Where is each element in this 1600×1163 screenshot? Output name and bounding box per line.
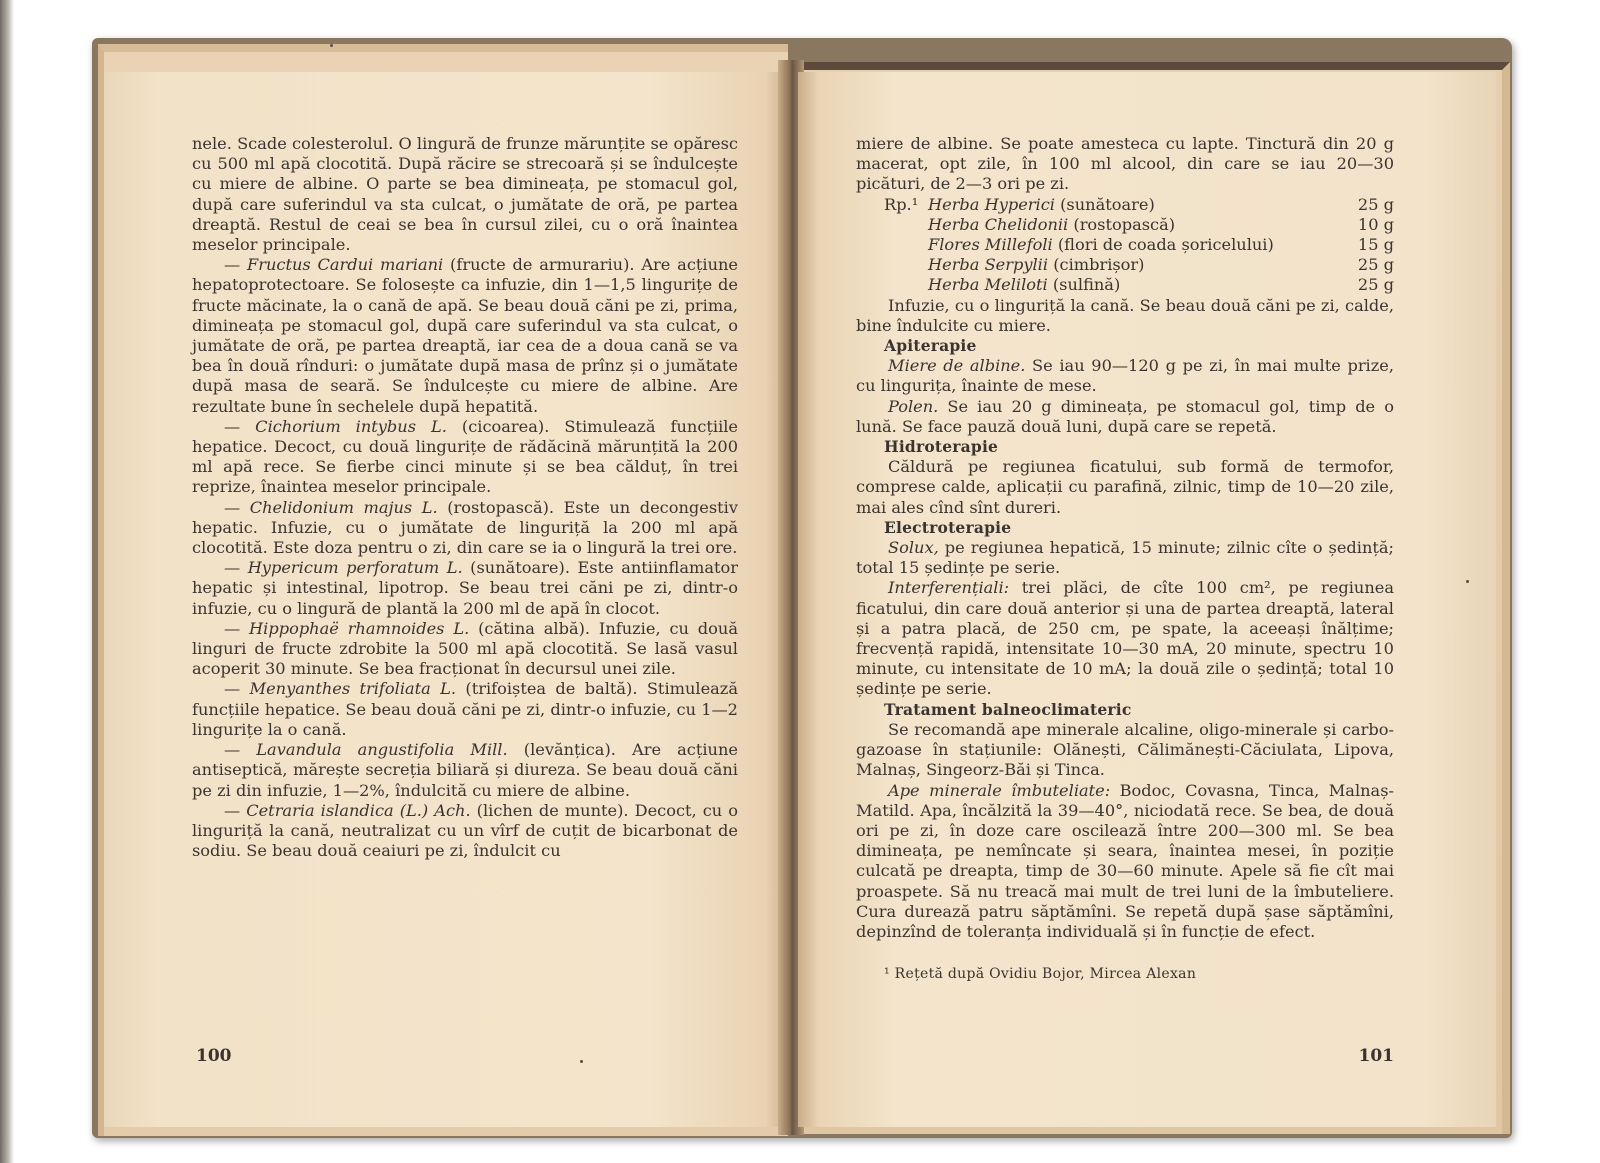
herb-common: (sulfină) — [1047, 275, 1121, 295]
plant-entry — [192, 619, 738, 680]
plant-entry — [192, 417, 738, 498]
plant-text: (sunătoare). Este antiinflamator hepatic și intestinal, lipotrop. Se beau trei căni pe zi, dintr-o infuzie, cu o lingură de plantă la 200 ml de apă în clocot. — [192, 558, 738, 618]
plant-name: — Cetraria islandica (L.) Ach. — [224, 800, 471, 820]
recipe-qty: 25 g — [1357, 255, 1394, 275]
plant-text: (levănțica). Are acțiune antiseptică, mărește secreția biliară și diureza. Se beau două căni pe zi din infuzie, 1—2%, îndulcită cu miere de albine. — [192, 740, 738, 800]
plant-entry — [192, 801, 738, 862]
plant-text: (rostopască). Este un decongestiv hepatic. Infuzie, cu o jumătate de linguriță la 200 ml apă clocotită. Este doza pentru o zi, din care se ia o lingură la trei ore. — [192, 497, 738, 558]
recipe-row — [884, 235, 1394, 255]
plant-text: (cătina albă). Infuzie, cu două linguri de fructe zdrobite la 500 ml apă clocotită. Se lasă vasul acoperit 30 minute. Se bea fracționat în decursul unei zile. — [192, 618, 738, 679]
term: Solux, — [888, 538, 939, 558]
term-text: trei plăci, de cîte 100 cm², pe regiunea ficatului, din care două anterior și una de partea dreaptă, lateral și a patra placă, de 250 cm, pe spate, la aceeași înălțime; frecvență rapidă, intensitate 10—30 mA, 20 minute, spectru 10 minute, cu intensitate de 10 mA; la două zile o ședință; total 10 ședințe pe serie. — [856, 578, 1394, 699]
recipe — [884, 195, 1394, 296]
recipe-row — [884, 195, 1394, 215]
recipe-qty: 25 g — [1357, 275, 1394, 295]
plant-entry — [192, 679, 738, 740]
section-heading: Electroterapie — [884, 517, 1012, 537]
herb-latin: Herba Serpylii — [928, 255, 1049, 275]
recipe-item — [928, 235, 1342, 255]
recipe-item — [928, 255, 1342, 275]
plant-name: — Fructus Cardui mariani — [224, 255, 444, 275]
dust-speck — [580, 1060, 583, 1063]
paragraph — [856, 578, 1394, 699]
recipe-row — [884, 255, 1394, 275]
term: Miere de albine. — [888, 356, 1026, 376]
herb-common: (cimbrișor) — [1048, 255, 1145, 275]
recipe-qty: 25 g — [1357, 194, 1394, 214]
section-heading: Apiterapie — [884, 336, 977, 356]
paragraph: miere de albine. Se poate amesteca cu lapte. Tinctură din 20 g macerat, opt zile, în 100 ml alcool, din care se iau 20—30 picături, de 2—3 ori pe zi. — [856, 134, 1394, 194]
dust-speck — [330, 44, 333, 47]
herb-latin: Herba Meliloti — [928, 275, 1048, 295]
paragraph: nele. Scade colesterolul. O lingură de frunze mărunțite se opăresc cu 500 ml apă clocotită. După răcire se strecoară și se îndulcește cu miere de albine. O parte se bea dimineața, pe stomacul gol, după care suferindul va sta culcat, o jumătate de oră, pe partea dreaptă. Restul de ceai se bea în cursul zilei, cu o oră înaintea meselor principale. — [192, 134, 738, 255]
plant-text: (fructe de armurariu). Are acțiune hepatoprotectoare. Se folosește ca infuzie, din 1—1,5 lingurițe de fructe măcinate, la o cană de apă. Se beau două căni pe zi, prima, dimineața pe stomacul gol, după care suferindul va sta culcat, o jumătate de oră, pe partea dreaptă, iar cea de a doua cană se va bea în două rînduri: o jumătate după masa de prînz și o jumătate după masa de seară. Se îndulcește cu miere de albine. Are rezultate bune în sechelele după hepatită. — [192, 255, 739, 416]
paragraph — [856, 781, 1394, 943]
recipe-item — [928, 215, 1342, 235]
recipe-item — [928, 275, 1342, 295]
plant-name: — Hippophaë rhamnoides L. — [224, 618, 470, 638]
plant-name: — Hypericum perforatum L. — [224, 558, 463, 578]
plant-entry — [192, 255, 738, 417]
herb-common: (sunătoare) — [1054, 194, 1155, 214]
plant-name: — Cichorium intybus L. — [224, 416, 447, 436]
herb-common: (rostopască) — [1068, 214, 1176, 234]
paragraph — [856, 397, 1394, 437]
paragraph — [856, 356, 1394, 396]
dust-speck — [1466, 580, 1469, 583]
recipe-qty: 10 g — [1357, 214, 1394, 234]
section-heading: Hidroterapie — [884, 437, 999, 457]
plant-entry — [192, 558, 738, 619]
term: Polen. — [888, 396, 939, 416]
plant-text: (cicoarea). Stimulează funcțiile hepatice. Decoct, cu două lingurițe de rădăcină mărunțită la 200 ml apă rece. Se fierbe cinci minute și se bea călduț, în trei reprize, înaintea meselor principale. — [192, 416, 738, 497]
term-text: pe regiunea hepatică, 15 minute; zilnic cîte o ședință; total 15 ședințe pe serie. — [856, 538, 1394, 578]
plant-name: — Lavandula angustifolia Mill. — [224, 740, 508, 760]
term-text: Se iau 20 g dimineața, pe stomacul gol, timp de o lună. Se face pauză două luni, după care se repetă. — [856, 396, 1394, 436]
term-text: Se iau 90—120 g pe zi, în mai multe prize, cu lingurița, înainte de mese. — [856, 356, 1394, 396]
recipe-item — [928, 195, 1342, 215]
recipe-row — [884, 275, 1394, 295]
paragraph — [856, 538, 1394, 578]
recipe-note: Infuzie, cu o linguriță la cană. Se beau două căni pe zi, calde, bine îndulcite cu miere. — [856, 295, 1394, 335]
herb-latin: Herba Chelidonii — [928, 214, 1069, 234]
paragraph: Căldură pe regiunea ficatului, sub formă de termofor, comprese calde, aplicații cu parafină, zilnic, timp de 10—20 zile, mai ales cînd sînt dureri. — [856, 457, 1394, 517]
plant-name: — Chelidonium majus L. — [224, 497, 438, 517]
plant-entry — [192, 498, 738, 559]
plant-text: (trifoiștea de baltă). Stimulează funcțiile hepatice. Se beau două căni pe zi, dintr-o infuzie, cu 1—2 lingurițe la o cană. — [192, 679, 738, 739]
scan-edge-shadow — [0, 0, 14, 1163]
right-page — [798, 72, 1496, 1127]
herb-common: (flori de coada șoricelului) — [1052, 235, 1274, 255]
plant-text: (lichen de munte). Decoct, cu o linguriță la cană, neutralizat cu un vîrf de cuțit de bicarbonat de sodiu. Se beau două ceaiuri pe zi, îndulcit cu — [192, 800, 738, 861]
page-number: 100 — [196, 1046, 232, 1066]
term: Interferențiali: — [888, 578, 1010, 598]
left-page — [104, 72, 786, 1127]
page-number: 101 — [1358, 1046, 1394, 1066]
recipe-qty: 15 g — [1357, 235, 1394, 255]
recipe-row — [884, 215, 1394, 235]
section-heading: Tratament balneoclimateric — [884, 699, 1132, 719]
recipe-label: Rp.¹ — [884, 194, 919, 214]
herb-latin: Flores Millefoli — [928, 235, 1053, 255]
plant-entry — [192, 740, 738, 801]
plant-name: — Menyanthes trifoliata L. — [224, 679, 457, 699]
term: Ape minerale îmbuteliate: — [888, 780, 1111, 800]
herb-latin: Herba Hyperici — [928, 194, 1055, 214]
paragraph: Se recomandă ape minerale alcaline, oligo-minerale și carbo-gazoase în stațiunile: Olănești, Călimănești-Căciulata, Lipova, Malnaș, Singeorz-Băi și Tinca. — [856, 719, 1394, 780]
footnote: ¹ Rețetă după Ovidiu Bojor, Mircea Alexan — [884, 966, 1197, 983]
term-text: Bodoc, Covasna, Tinca, Malnaș-Matild. Apa, încălzită la 39—40°, niciodată rece. Se bea, de două ori pe zi, în doze care oscilează între 200—300 ml. Se bea dimineața, pe nemîncate și seara, înaintea mesei, în poziție culcată pe dreapta, timp de 30—60 minute. Apele să fie cît mai proaspete. Să nu treacă mai mult de trei luni de la îmbuteliere. Cura durează patru săptămîni. Se repetă după șase săptămîni, depinzînd de toleranța individuală și în funcție de efect. — [856, 780, 1394, 941]
